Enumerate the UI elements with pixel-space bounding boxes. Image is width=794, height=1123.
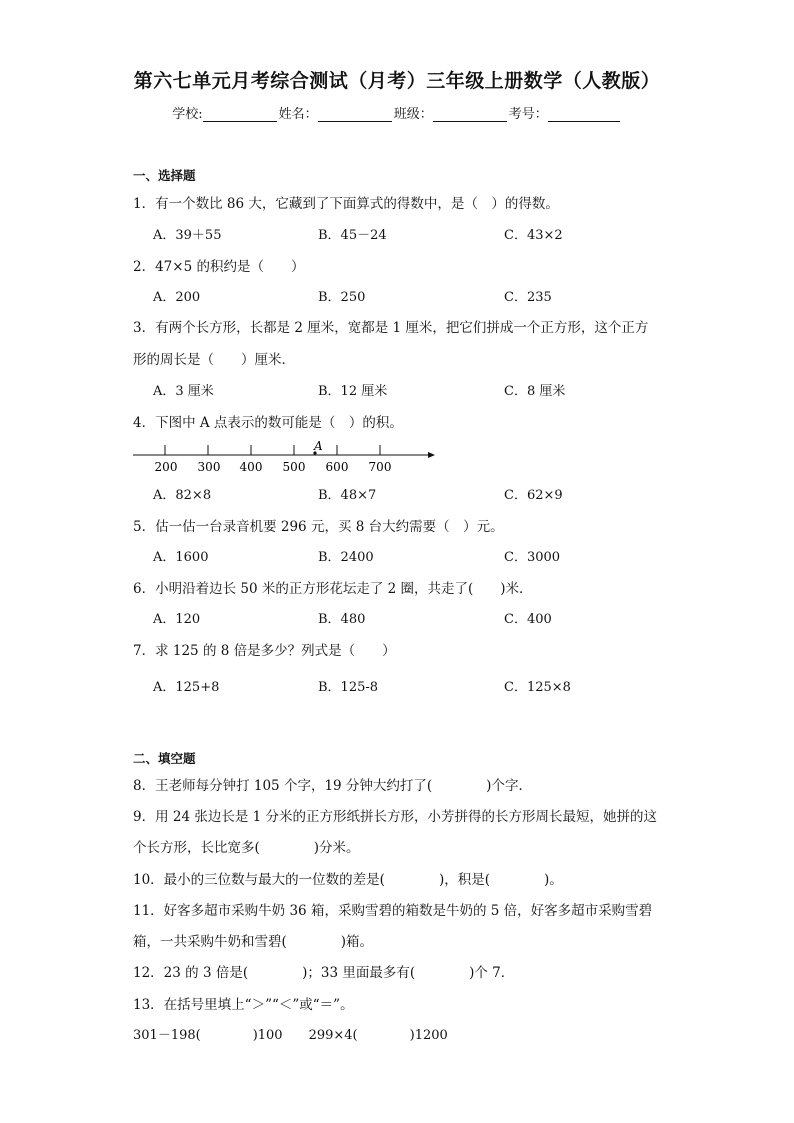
q7-option-c: C．125×8 [504,680,571,695]
q3-option-b: B．12 厘米 [318,384,388,399]
question-1: 1．有一个数比 86 大，它藏到了下面算式的得数中，是（ ）的得数。 [133,196,559,212]
name-label: 姓名： [278,107,318,122]
q1-option-c: C．43×2 [504,228,563,243]
question-12: 12．23 的 3 倍是( )；33 里面最多有( )个 7． [133,965,515,981]
page-title: 第六七单元月考综合测试（月考）三年级上册数学（人教版） [133,70,661,92]
class-blank [433,107,507,122]
q5-option-b: B．2400 [318,550,374,565]
q2-option-a: A．200 [153,290,201,305]
class-label: 班级： [393,107,433,122]
question-2: 2．47×5 的积约是（ ） [133,259,305,275]
question-13-comparisons: 301－198( )100 299×4( )1200 [133,1028,448,1043]
question-4: 4．下图中 A 点表示的数可能是（ ）的积。 [133,415,403,431]
tick-label-400: 400 [239,460,263,474]
tick-label-600: 600 [325,460,349,474]
question-11: 11．好客多超市采购牛奶 36 箱，采购雪碧的箱数是牛奶的 5 倍，好客多超市采购雪碧 [133,903,653,919]
question-10: 10．最小的三位数与最大的一位数的差是( )，积是( )。 [133,872,563,888]
q4-option-c: C．62×9 [504,488,563,503]
q3-option-a: A．3 厘米 [153,384,214,399]
q5-option-a: A．1600 [153,550,209,565]
q7-option-a: A．125+8 [153,680,220,695]
q1-option-a: A．39＋55 [153,228,222,243]
q2-option-c: C．235 [504,290,552,305]
question-9: 9．用 24 张边长是 1 分米的正方形纸拼长方形，小芳拼得的长方形周长最短，她拼的这 [133,809,658,825]
question-5: 5．估一估一台录音机要 296 元，买 8 台大约需要（ ）元。 [133,519,504,535]
q4-option-a: A．82×8 [153,488,212,503]
question-13: 13．在括号里填上“＞”“＜”或“＝”。 [133,997,354,1013]
id-blank [548,107,620,122]
q6-option-b: B．480 [318,612,366,627]
question-9-line-2: 个长方形，长比宽多( )分米。 [133,840,360,856]
question-8: 8．王老师每分钟打 105 个字，19 分钟大约打了( )个字． [133,778,532,794]
student-info-line [0,103,794,122]
question-3-line-2: 形的周长是（ ）厘米． [133,352,295,368]
tick-label-700: 700 [368,460,392,474]
id-label: 考号： [508,107,548,122]
tick-label-500: 500 [282,460,306,474]
section-title-fill: 二、填空题 [133,751,196,766]
number-line-figure [130,437,440,477]
section-title-choice: 一、选择题 [133,168,196,183]
name-blank [318,107,392,122]
q6-option-c: C．400 [504,612,552,627]
question-3: 3．有两个长方形，长都是 2 厘米，宽都是 1 厘米，把它们拼成一个正方形，这个正方 [133,320,649,336]
question-11-line-2: 箱，一共采购牛奶和雪碧( )箱。 [133,934,374,950]
question-7: 7．求 125 的 8 倍是多少？列式是（ ） [133,643,396,659]
q7-option-b: B．125-8 [318,680,379,695]
q4-option-b: B．48×7 [318,488,377,503]
q6-option-a: A．120 [153,612,201,627]
q3-option-c: C．8 厘米 [504,384,566,399]
tick-label-200: 200 [154,460,178,474]
school-blank [203,107,277,122]
point-a-label: A [314,439,323,453]
question-6: 6．小明沿着边长 50 米的正方形花坛走了 2 圈，共走了( )米． [133,581,533,597]
school-label: 学校: [172,107,203,122]
q5-option-c: C．3000 [504,550,561,565]
number-line-arrow [428,452,435,458]
q1-option-b: B．45－24 [318,228,387,243]
tick-label-300: 300 [197,460,221,474]
q2-option-b: B．250 [318,290,366,305]
